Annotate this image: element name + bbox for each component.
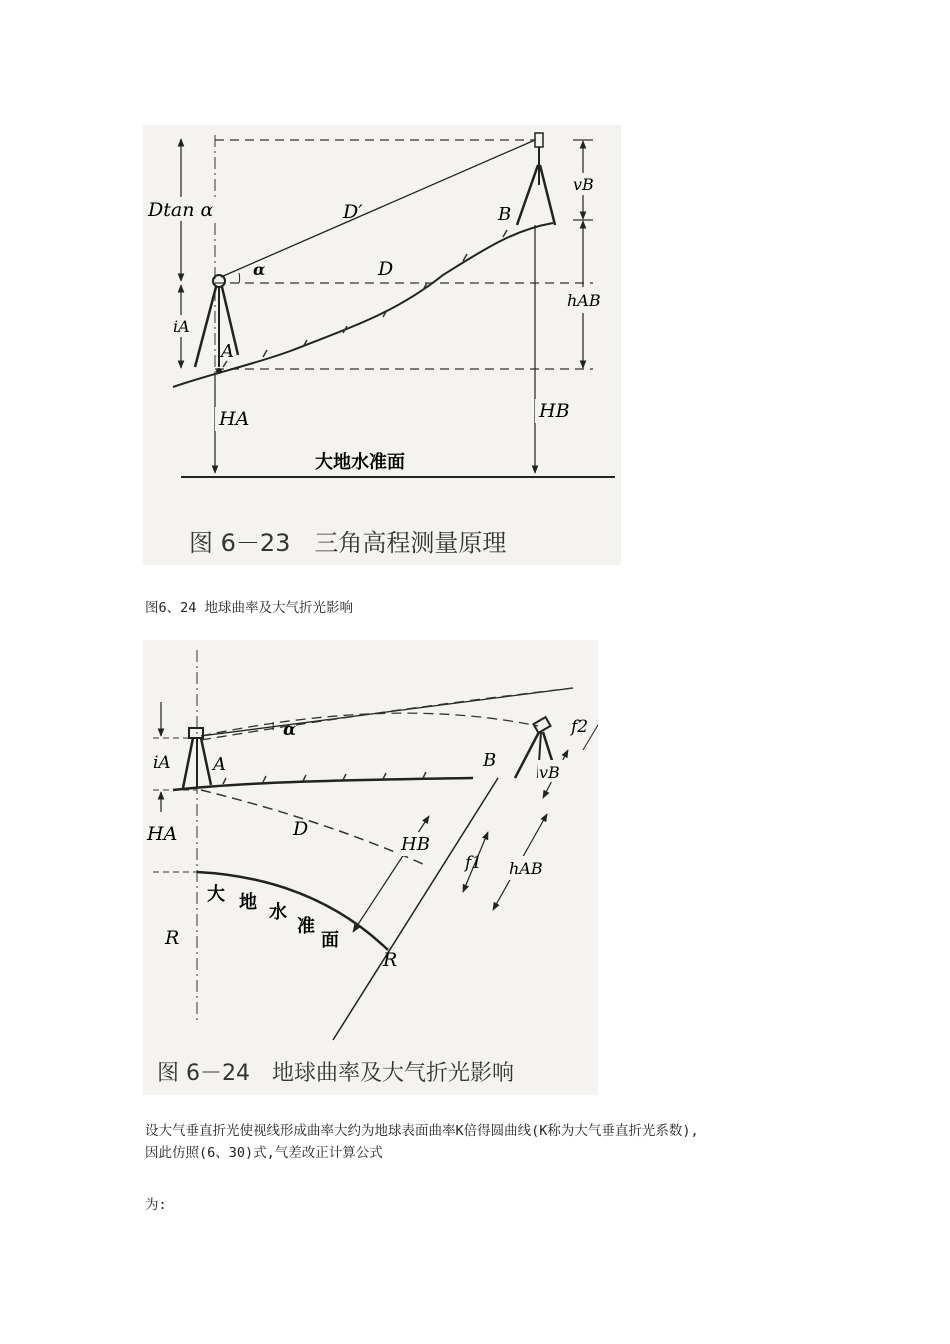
curvature-refraction-diagram	[143, 640, 598, 1095]
ha-label: HA	[219, 408, 250, 430]
body-paragraph-line-2: 因此仿照(6、30)式,气差改正计算公式	[145, 1145, 383, 1161]
geoid-char-3: 水	[269, 902, 287, 923]
instrument-a-icon	[183, 728, 211, 788]
geoid-char-5: 面	[321, 930, 339, 951]
sight-line	[201, 688, 573, 736]
dtan-label: Dtan α	[148, 199, 214, 221]
ground-profile	[173, 223, 553, 387]
radial-line	[333, 778, 498, 1040]
sight-line	[221, 140, 535, 277]
trig-leveling-diagram	[143, 125, 621, 565]
geoid-char-4: 准	[297, 916, 315, 937]
r-label-left: R	[165, 927, 180, 949]
vb-label: vB	[573, 175, 594, 194]
alpha-label: α	[253, 260, 266, 279]
figure-6-23-caption: 图 6－23 三角高程测量原理	[189, 529, 507, 557]
vb-label: vB	[539, 763, 560, 782]
hab-label: hAB	[509, 859, 543, 878]
d-label: D	[378, 258, 394, 280]
hb-label: HB	[401, 834, 430, 855]
b-label: B	[483, 750, 497, 771]
geoid-char-1: 大	[207, 884, 225, 905]
ia-label: iA	[173, 317, 190, 336]
geoid-char-2: 地	[239, 892, 257, 913]
body-paragraph-line-1: 设大气垂直折光使视线形成曲率大约为地球表面曲率K倍得圆曲线(K称为大气垂直折光系数),	[145, 1123, 699, 1139]
figure-6-24	[143, 640, 598, 1095]
f2-label: f2	[571, 717, 589, 737]
geoid-label: 大地水准面	[315, 452, 405, 473]
hb-label: HB	[539, 400, 570, 422]
ia-label: iA	[153, 753, 171, 773]
figure-6-23	[143, 125, 621, 565]
r-label-right: R	[383, 949, 398, 971]
body-paragraph-line-3: 为:	[145, 1197, 167, 1213]
d-prime-label: D′	[343, 201, 363, 223]
ha-label: HA	[147, 823, 178, 845]
ground-profile	[173, 778, 473, 790]
a-label: A	[221, 341, 234, 362]
figure-6-24-title: 图6、24 地球曲率及大气折光影响	[145, 600, 354, 616]
f1-label: f1	[465, 853, 483, 873]
alpha-label: α	[283, 720, 297, 740]
geoid-arc	[197, 872, 388, 950]
refracted-sight-line	[201, 713, 538, 736]
a-label: A	[213, 754, 226, 775]
level-curve	[201, 790, 423, 864]
figure-6-24-caption: 图 6－24 地球曲率及大气折光影响	[157, 1061, 514, 1086]
instrument-b-icon	[517, 133, 555, 225]
b-label: B	[498, 204, 512, 225]
d-label: D	[293, 818, 309, 840]
hab-label: hAB	[567, 291, 601, 310]
